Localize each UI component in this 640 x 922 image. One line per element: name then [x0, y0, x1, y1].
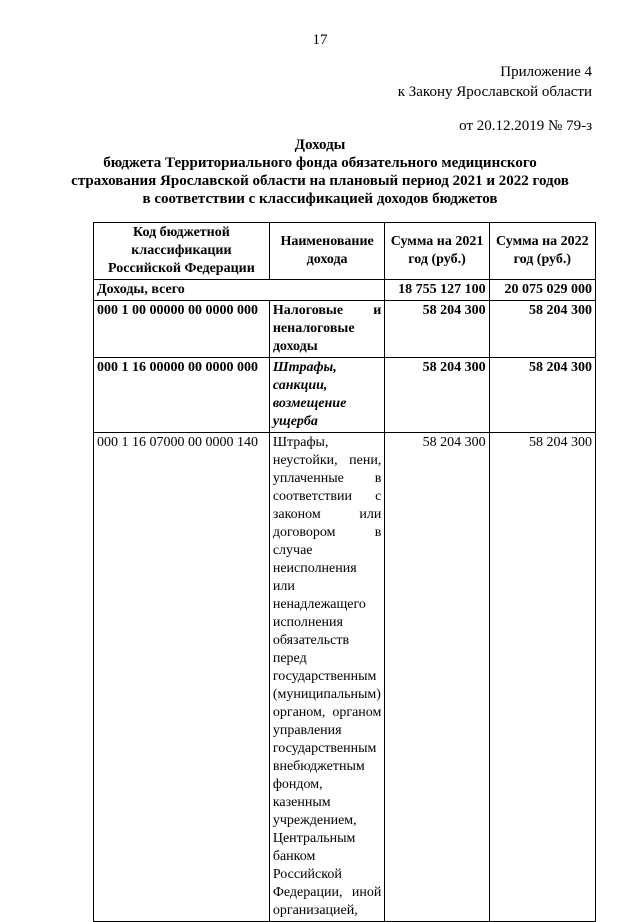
- row-code: 000 1 16 00000 00 0000 000: [94, 358, 270, 433]
- page-number: 17: [312, 32, 328, 48]
- row-sum-2021: 58 204 300: [385, 433, 489, 922]
- appendix-line1: Приложение 4: [500, 64, 592, 80]
- title-line4: в соответствии с классификацией доходов бюджетов: [142, 191, 498, 207]
- header-code: Код бюджетной классификации Российской Федерации: [94, 223, 270, 280]
- row-name: Штрафы, санкции, возмещение ущерба: [269, 358, 385, 433]
- total-label: Доходы, всего: [94, 280, 385, 301]
- row-name: Штрафы, неустойки, пени, уплаченные в соответствии с законом или договором в случае неисполнения или ненадлежащего исполнения обязательств перед государственным (муниципальным) органом, органом управления государственным внебюджетным фондом, казенным учреждением, Центральным банком Российской Федерации, иной организацией,: [269, 433, 385, 922]
- table-row: [94, 358, 596, 433]
- title-line2: бюджета Территориального фонда обязательного медицинского: [103, 155, 537, 171]
- total-row: [94, 280, 596, 301]
- appendix-header: [398, 62, 592, 136]
- row-code: 000 1 16 07000 00 0000 140: [94, 433, 270, 922]
- row-sum-2022: 58 204 300: [489, 433, 595, 922]
- title-line3: страхования Ярославской области на плановый период 2021 и 2022 годов: [71, 173, 569, 189]
- header-name: Наименование дохода: [269, 223, 385, 280]
- header-sum-2022: Сумма на 2022 год (руб.): [489, 223, 595, 280]
- row-name: Налоговые и неналоговые доходы: [269, 301, 385, 358]
- total-sum-2022: 20 075 029 000: [489, 280, 595, 301]
- row-sum-2022: 58 204 300: [489, 301, 595, 358]
- header-sum-2021: Сумма на 2021 год (руб.): [385, 223, 489, 280]
- table-header-row: [94, 223, 596, 280]
- revenue-table: [93, 222, 596, 922]
- table-row: [94, 433, 596, 922]
- document-title: [60, 136, 580, 208]
- total-sum-2021: 18 755 127 100: [385, 280, 489, 301]
- row-sum-2022: 58 204 300: [489, 358, 595, 433]
- row-code: 000 1 00 00000 00 0000 000: [94, 301, 270, 358]
- title-line1: Доходы: [294, 137, 346, 153]
- appendix-line2: к Закону Ярославской области: [397, 84, 592, 100]
- row-sum-2021: 58 204 300: [385, 358, 489, 433]
- row-sum-2021: 58 204 300: [385, 301, 489, 358]
- table-row: [94, 301, 596, 358]
- appendix-date: от 20.12.2019 № 79-з: [459, 118, 592, 134]
